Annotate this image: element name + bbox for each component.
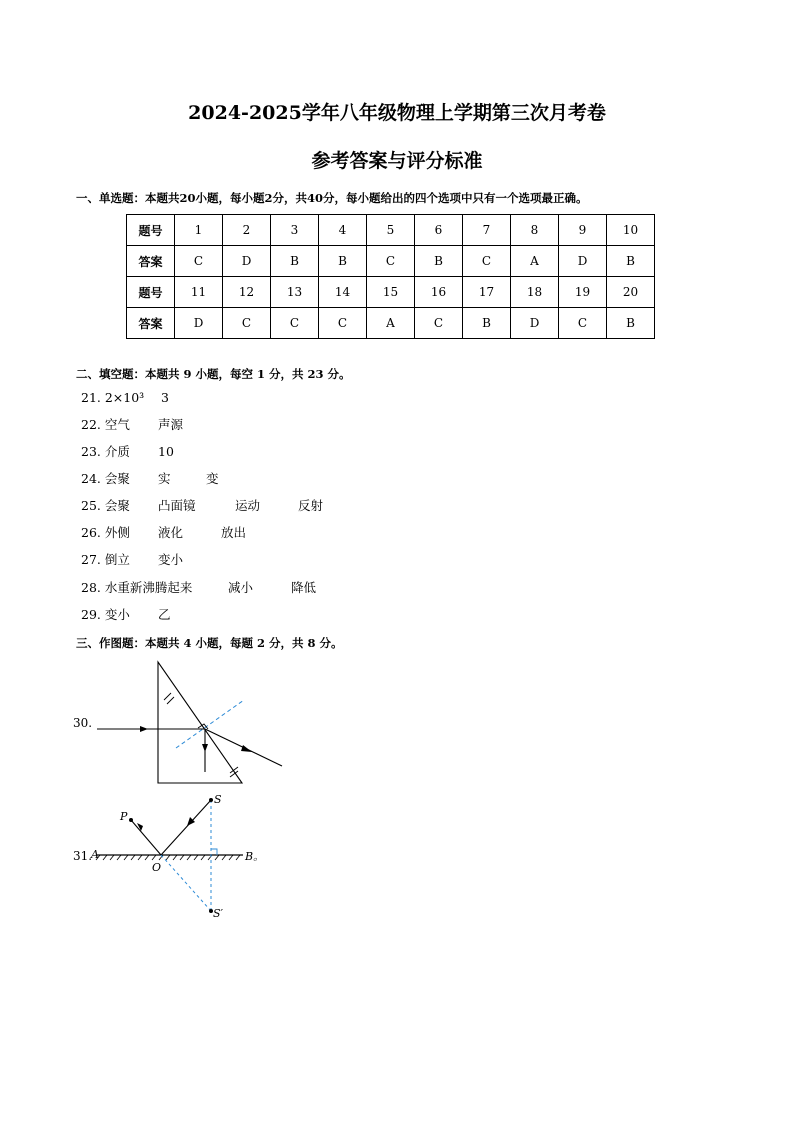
answer-blank: 减小	[228, 580, 254, 595]
table-cell: B	[607, 246, 655, 277]
row-label: 答案	[127, 308, 175, 339]
question-number: 28. 水重新沸腾起来	[81, 580, 193, 595]
figure-30-label: 30.	[73, 716, 93, 730]
table-cell: 20	[607, 277, 655, 308]
label-b: B。	[245, 850, 265, 863]
table-cell: B	[607, 308, 655, 339]
label-s: S	[214, 793, 222, 806]
table-cell: C	[319, 308, 367, 339]
label-s-prime: S′	[213, 907, 224, 920]
question-number: 26. 外侧	[81, 525, 130, 540]
table-cell: B	[271, 246, 319, 277]
table-cell: 8	[511, 215, 559, 246]
table-cell: 1	[175, 215, 223, 246]
table-cell: C	[463, 246, 511, 277]
table-cell: C	[367, 246, 415, 277]
question-number: 24. 会聚	[81, 471, 130, 486]
section1-heading: 一、单选题：本题共20小题，每小题2分，共40分，每小题给出的四个选项中只有一个选项最正确。	[76, 191, 588, 205]
table-cell: A	[367, 308, 415, 339]
table-cell: 11	[175, 277, 223, 308]
label-o: O	[152, 861, 162, 874]
question-number: 22. 空气	[81, 417, 130, 432]
question-number: 29. 变小	[81, 607, 130, 622]
table-cell: B	[319, 246, 367, 277]
answer-blank: 实	[158, 471, 171, 486]
point-s	[209, 798, 213, 802]
table-cell: 18	[511, 277, 559, 308]
answer-blank: 声源	[158, 417, 184, 432]
answer-blank: 凸面镜	[158, 498, 196, 513]
table-cell: 4	[319, 215, 367, 246]
mirror-hatch	[96, 855, 240, 860]
section2-heading: 二、填空题：本题共 9 小题，每空 1 分，共 23 分。	[76, 367, 351, 381]
page-title: 2024-2025学年八年级物理上学期第三次月考卷	[188, 102, 606, 124]
table-cell: 6	[415, 215, 463, 246]
table-cell: 17	[463, 277, 511, 308]
answer-blank: 运动	[235, 498, 261, 513]
question-number: 21. 2×10³	[81, 390, 145, 405]
answer-blank: 变小	[158, 552, 184, 567]
table-cell: C	[415, 308, 463, 339]
figure-31-label: 31.	[73, 849, 93, 863]
table-cell: B	[463, 308, 511, 339]
table-cell: 15	[367, 277, 415, 308]
table-cell: 14	[319, 277, 367, 308]
right-angle-mark	[211, 849, 217, 855]
answer-blank: 放出	[221, 525, 247, 540]
table-cell: 7	[463, 215, 511, 246]
table-cell: D	[223, 246, 271, 277]
answer-blank: 10	[158, 444, 174, 459]
table-cell: 12	[223, 277, 271, 308]
table-cell: A	[511, 246, 559, 277]
answer-blank: 降低	[291, 580, 317, 595]
answer-blank: 变	[206, 471, 219, 486]
answer-blank: 3	[161, 390, 169, 405]
label-p: P	[120, 810, 128, 823]
table-cell: 16	[415, 277, 463, 308]
table-cell: B	[415, 246, 463, 277]
table-cell: 13	[271, 277, 319, 308]
row-label: 题号	[127, 277, 175, 308]
table-cell: 2	[223, 215, 271, 246]
table-cell: C	[559, 308, 607, 339]
answer-blank: 液化	[158, 525, 184, 540]
label-a: A	[91, 848, 99, 861]
table-cell: 10	[607, 215, 655, 246]
table-cell: C	[223, 308, 271, 339]
virtual-ray	[161, 855, 211, 911]
point-p	[129, 818, 133, 822]
table-cell: D	[511, 308, 559, 339]
table-cell: D	[175, 308, 223, 339]
row-label: 答案	[127, 246, 175, 277]
table-cell: 19	[559, 277, 607, 308]
question-number: 25. 会聚	[81, 498, 130, 513]
table-cell: C	[271, 308, 319, 339]
page-subtitle: 参考答案与评分标准	[311, 150, 483, 172]
table-cell: D	[559, 246, 607, 277]
table-cell: 5	[367, 215, 415, 246]
question-number: 23. 介质	[81, 444, 130, 459]
reflected-ray	[131, 820, 161, 855]
question-number: 27. 倒立	[81, 552, 130, 567]
section3-heading: 三、作图题：本题共 4 小题，每题 2 分，共 8 分。	[76, 636, 343, 650]
table-cell: C	[175, 246, 223, 277]
table-cell: 9	[559, 215, 607, 246]
incident-ray	[161, 800, 211, 855]
table-cell: 3	[271, 215, 319, 246]
answer-blank: 乙	[158, 607, 171, 622]
row-label: 题号	[127, 215, 175, 246]
answer-blank: 反射	[298, 498, 324, 513]
